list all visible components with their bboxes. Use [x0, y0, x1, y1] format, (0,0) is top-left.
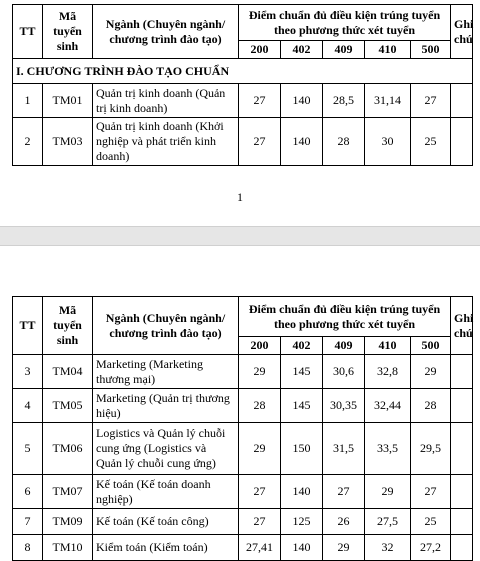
- cell-score: 27: [411, 84, 451, 118]
- cell-score: 32,8: [365, 355, 411, 389]
- cell-score: 27,41: [239, 535, 281, 561]
- cell-score: 27: [239, 509, 281, 535]
- cell-score: 27: [239, 118, 281, 166]
- table-row: [13, 118, 473, 166]
- cell-score: 32: [365, 535, 411, 561]
- cell-code: TM04: [43, 355, 93, 389]
- header-code: Mã tuyển sinh: [43, 297, 93, 355]
- cell-score: 29: [411, 355, 451, 389]
- document-page-2: [0, 246, 480, 560]
- header-tt: TT: [13, 5, 43, 59]
- cell-score: 28: [411, 389, 451, 423]
- header-tt: TT: [13, 297, 43, 355]
- header-method: 200: [239, 41, 281, 59]
- cell-score: 145: [281, 389, 323, 423]
- cell-note: [451, 389, 473, 423]
- page-break-gap: [0, 226, 480, 246]
- cell-tt: 8: [13, 535, 43, 561]
- cell-score: 32,44: [365, 389, 411, 423]
- cell-major: Quản trị kinh doanh (Quản trị kinh doanh): [93, 84, 239, 118]
- cell-score: 27: [323, 475, 365, 509]
- cell-score: 30,35: [323, 389, 365, 423]
- cell-major: Kế toán (Kế toán doanh nghiệp): [93, 475, 239, 509]
- header-method: 402: [281, 41, 323, 59]
- cell-note: [451, 423, 473, 475]
- header-method: 500: [411, 41, 451, 59]
- table-header: [13, 297, 473, 355]
- cell-code: TM10: [43, 535, 93, 561]
- cell-code: TM09: [43, 509, 93, 535]
- cell-major: Kế toán (Kế toán công): [93, 509, 239, 535]
- cell-note: [451, 509, 473, 535]
- table-row: [13, 509, 473, 535]
- header-method: 200: [239, 337, 281, 355]
- cell-score: 29: [239, 423, 281, 475]
- cell-score: 140: [281, 84, 323, 118]
- cell-score: 27,5: [365, 509, 411, 535]
- cell-note: [451, 535, 473, 561]
- admission-table-page-2: [12, 296, 473, 561]
- cell-tt: 7: [13, 509, 43, 535]
- header-method: 410: [365, 41, 411, 59]
- admission-table-page-1: [12, 4, 473, 166]
- header-note: Ghi chú: [451, 297, 473, 355]
- cell-score: 140: [281, 475, 323, 509]
- cell-code: TM01: [43, 84, 93, 118]
- cell-score: 150: [281, 423, 323, 475]
- header-major: Ngành (Chuyên ngành/ chương trình đào tạo): [93, 5, 239, 59]
- cell-tt: 4: [13, 389, 43, 423]
- cell-code: TM03: [43, 118, 93, 166]
- cell-note: [451, 355, 473, 389]
- cell-score: 145: [281, 355, 323, 389]
- cell-score: 29: [365, 475, 411, 509]
- cell-major: Marketing (Marketing thương mại): [93, 355, 239, 389]
- cell-score: 27: [239, 84, 281, 118]
- cell-tt: 6: [13, 475, 43, 509]
- table-row: [13, 535, 473, 561]
- cell-score: 27: [239, 475, 281, 509]
- table-row: [13, 475, 473, 509]
- cell-note: [451, 118, 473, 166]
- cell-score: 29,5: [411, 423, 451, 475]
- cell-score: 27: [411, 475, 451, 509]
- cell-major: Logistics và Quản lý chuỗi cung ứng (Logistics và Quản lý chuỗi cung ứng): [93, 423, 239, 475]
- cell-score: 31,5: [323, 423, 365, 475]
- header-method: 500: [411, 337, 451, 355]
- header-major: Ngành (Chuyên ngành/ chương trình đào tạo): [93, 297, 239, 355]
- cell-score: 140: [281, 535, 323, 561]
- header-method: 402: [281, 337, 323, 355]
- cell-score: 28: [323, 118, 365, 166]
- cell-tt: 1: [13, 84, 43, 118]
- cell-major: Marketing (Quản trị thương hiệu): [93, 389, 239, 423]
- cell-code: TM07: [43, 475, 93, 509]
- page-number: 1: [237, 190, 243, 204]
- cell-score: 125: [281, 509, 323, 535]
- cell-score: 31,14: [365, 84, 411, 118]
- header-note: Ghi chú: [451, 5, 473, 59]
- cell-score: 26: [323, 509, 365, 535]
- cell-score: 28,5: [323, 84, 365, 118]
- section-title: I. CHƯƠNG TRÌNH ĐÀO TẠO CHUẨN: [13, 59, 473, 84]
- cell-score: 30,6: [323, 355, 365, 389]
- cell-score: 27,2: [411, 535, 451, 561]
- header-method: 410: [365, 337, 411, 355]
- table-row: [13, 355, 473, 389]
- cell-note: [451, 84, 473, 118]
- cell-major: Quản trị kinh doanh (Khởi nghiệp và phát triển kinh doanh): [93, 118, 239, 166]
- table-header: [13, 5, 473, 59]
- cell-score: 29: [239, 355, 281, 389]
- cell-code: TM05: [43, 389, 93, 423]
- document-page-1: [0, 0, 480, 226]
- cell-score: 28: [239, 389, 281, 423]
- cell-score: 140: [281, 118, 323, 166]
- cell-code: TM06: [43, 423, 93, 475]
- cell-score: 30: [365, 118, 411, 166]
- table-row: [13, 423, 473, 475]
- cell-score: 25: [411, 118, 451, 166]
- header-method: 409: [323, 41, 365, 59]
- cell-tt: 3: [13, 355, 43, 389]
- cell-note: [451, 475, 473, 509]
- table-row: [13, 389, 473, 423]
- cell-tt: 2: [13, 118, 43, 166]
- cell-score: 29: [323, 535, 365, 561]
- cell-major: Kiểm toán (Kiểm toán): [93, 535, 239, 561]
- header-scores-title: Điểm chuẩn đủ điều kiện trúng tuyển theo phương thức xét tuyển: [239, 297, 451, 337]
- section-row: [13, 59, 473, 84]
- cell-tt: 5: [13, 423, 43, 475]
- header-code: Mã tuyển sinh: [43, 5, 93, 59]
- header-method: 409: [323, 337, 365, 355]
- header-scores-title: Điểm chuẩn đủ điều kiện trúng tuyển theo phương thức xét tuyển: [239, 5, 451, 41]
- cell-score: 25: [411, 509, 451, 535]
- cell-score: 33,5: [365, 423, 411, 475]
- table-row: [13, 84, 473, 118]
